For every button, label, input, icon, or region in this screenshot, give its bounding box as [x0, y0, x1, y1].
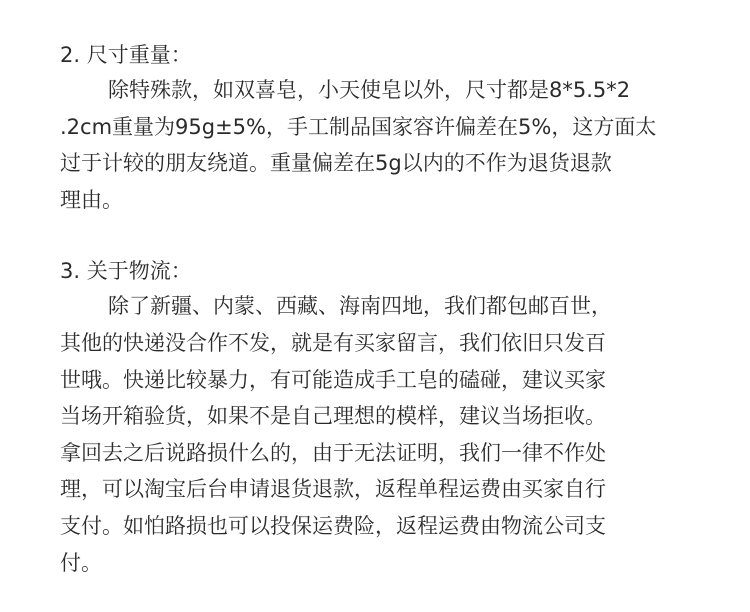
paragraph-line: .2cm重量为95g±5%，手工制品国家容许偏差在5%，这方面太 — [60, 114, 657, 139]
paragraph-line: 理由。 — [60, 187, 123, 212]
paragraph-line: 支付。如怕路损也可以投保运费险，返程运费由物流公司支 — [60, 513, 606, 538]
paragraph-line: 其他的快递没合作不发，就是有买家留言，我们依旧只发百 — [60, 330, 606, 355]
paragraph-line: 理，可以淘宝后台申请退货退款，返程单程运费由买家自行 — [60, 477, 606, 502]
section-logistics — [60, 254, 710, 581]
document-body — [60, 38, 710, 581]
section-size-weight — [60, 38, 710, 218]
paragraph-line: 当场开箱验货，如果不是自己理想的模样，建议当场拒收。 — [60, 404, 606, 429]
paragraph-line: 过于计较的朋友绕道。重量偏差在5g以内的不作为退货退款 — [60, 151, 612, 176]
section-title: 3. 关于物流： — [60, 259, 192, 284]
paragraph-line: 除了新疆、内蒙、西藏、海南四地，我们都包邮百世， — [108, 294, 612, 319]
paragraph-line: 拿回去之后说路损什么的，由于无法证明，我们一律不作处 — [60, 440, 606, 465]
paragraph-line: 除特殊款，如双喜皂，小天使皂以外，尺寸都是8*5.5*2 — [108, 78, 631, 102]
section-title: 2. 尺寸重量： — [60, 43, 192, 67]
paragraph-line: 付。 — [60, 550, 102, 575]
section-spacer — [60, 218, 710, 254]
paragraph-line: 世哦。快递比较暴力，有可能造成手工皂的磕碰，建议买家 — [60, 367, 606, 392]
